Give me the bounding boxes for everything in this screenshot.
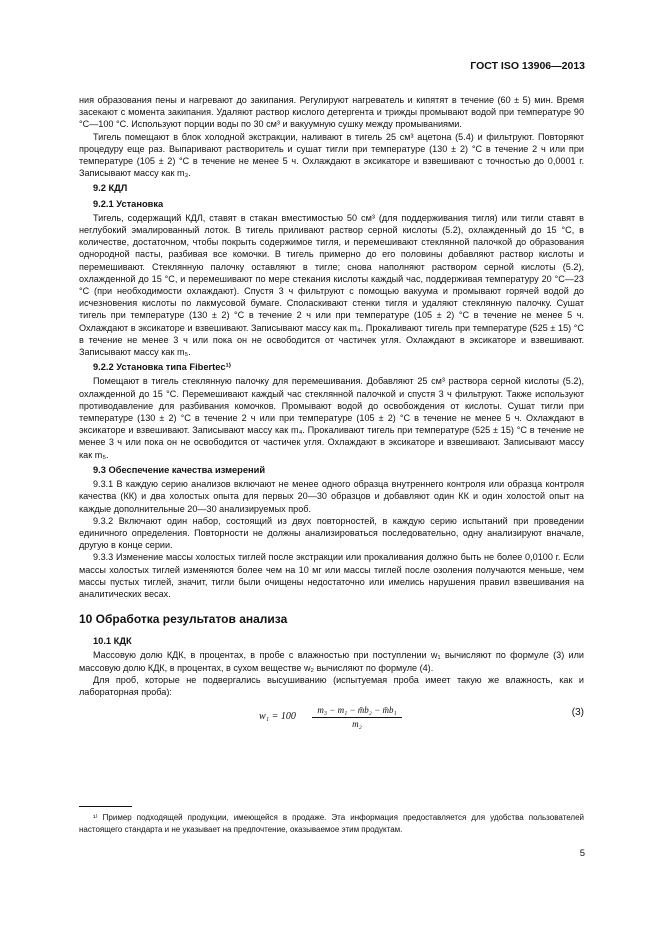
formula-numerator: m₃ − m₁ − m̄b₂ − m̄b₁ [312,704,402,718]
formula-number: (3) [571,707,584,719]
formula-left-side: w₁ = 100 [259,711,296,723]
section-heading-9-2-1: 9.2.1 Установка [93,198,164,209]
footnote: ¹⁾ Пример подходящей продукции, имеющейся в продаже. Эта информация предоставляется для удобства пользователей настоящего стандарта и не указывает на предпочтение, оказываемое этим продуктам. [79,813,584,834]
page-header-standard: ГОСТ ISO 13906—2013 [470,60,585,72]
section-heading-9-2: 9.2 КДЛ [93,183,128,194]
footnote-separator [79,806,132,807]
section-heading-10: 10 Обработка результатов анализа [79,612,288,627]
paragraph-fibertec-procedure: Помещают в тигель стеклянную палочку для перемешивания. Добавляют 25 см³ раствора серной кислоты (5.2), охлажденной до 15 °С. Перемешивают каждый час стеклянной палочкой и спустя 3 ч фильтруют. Также используют противодавление для разбивания комочков. Промывают водой до освобождения от кислоты. Сушат тигли при температуре (130 ± 2) °С в течение 2 ч или при температуре (105 ± 2) °С в течение не менее 5 ч. Охлаждают в эксикаторе и взвешивают. Записывают массу как m₄. Прокаливают тигель при температуре (525 ± 15) °С в течение не менее 3 ч или пока он не освободится от частичек угля. Охлаждают в эксикаторе и взвешивают. Записывают массу как m₅. [79,376,584,460]
section-heading-9-2-2: 9.2.2 Установка типа Fibertec¹⁾ [93,362,231,373]
paragraph-9-3-3: 9.3.3 Изменение массы холостых тиглей после экстракции или прокаливания должно быть не более 0,0100 г. Если массы холостых тиглей изменяются более чем на 10 мг или массы тиглей после озоления получаются меньше, чем массы пустых тиглей, значит, тигли были очищены недостаточно или имелись нарушения правил взвешивания на аналитических весах. [79,552,584,599]
formula-fraction [312,704,402,730]
section-heading-10-1: 10.1 КДК [93,636,132,647]
paragraph-kdk-intro: Массовую долю КДК, в процентах, в пробе с влажностью при поступлении w₁ вычисляют по формуле (3) или массовую долю КДК, в процентах, в сухом веществе w₂ вычисляют по формуле (4). [79,650,584,673]
section-heading-9-3: 9.3 Обеспечение качества измерений [93,464,266,475]
page-number: 5 [579,848,585,859]
formula-3 [79,704,584,738]
paragraph-acetone-extraction: Тигель помещают в блок холодной экстракции, наливают в тигель 25 см³ ацетона (5.4) и фильтруют. Повторяют процедуру еще раз. Выпаривают растворитель и сушат тигли при температуре (130 ± 2) °С в течение 2 ч или при температуре (105 ± 2) °С в течение не менее 5 ч. Охлаждают в эксикаторе и взвешивают с точностью до 0,0001 г. Записывают массу как m₃. [79,131,584,179]
formula-denominator: m₂ [352,719,362,730]
paragraph-kdl-procedure: Тигель, содержащий КДЛ, ставят в стакан вместимостью 50 см³ (для поддерживания тигля) или тигли ставят в неглубокий эмалированный лоток. В тигель приливают раствор серной кислоты (5.2), охлажденный до 15 °С, в количестве, достаточном, чтобы покрыть содержимое тигля, и перемешивают стеклянной палочкой до образования однородной пасты, разбивая все комочки. В тигель примерно до его половины добавляют раствор кислоты и перемешивают. Стеклянную палочку оставляют в тигле; снова наполняют раствором серной кислоты (5.2), охлажденной до 15 °С, и перемешивают по мере стекания кислоты каждый час, поддерживая температуру 20 °С—23 °С (при необходимости охлаждают). Спустя 3 ч фильтруют с помощью вакуума и промывают горячей водой до исчезновения кислоты по лакмусовой бумаге. Споласкивают стенки тигля и удаляют стеклянную палочку. Сушат тигель при температуре (130 ± 2) °С в течение 2 ч или при температуре (105 ± 2) °С в течение не менее 5 ч. Охлаждают в эксикаторе и взвешивают. Записывают массу как m₄. Прокаливают тигель при температуре (525 ± 15) °С в течение не менее 3 ч или пока он не освободится от частичек угля. Охлаждают в эксикаторе и взвешивают. Записывают массу как m₅. [79,212,584,358]
paragraph-9-3-2: 9.3.2 Включают один набор, состоящий из двух повторностей, в каждую серию испытаний при проведении единичного определения. Повторности не должны анализироваться последовательно, одну анализируют вначале, другую в конце серии. [79,515,584,551]
paragraph-continuation: ния образования пены и нагревают до закипания. Регулируют нагреватель и кипятят в течение (60 ± 5) мин. Время засекают с момента закипания. Удаляют раствор кислого детергента и трижды промывают водой при температуре 90 °С—100 °С. Используют порции воды по 30 см³ и вакуумную сушку между промываниями. [79,95,584,130]
document-body [79,94,584,738]
paragraph-9-3-1: 9.3.1 В каждую серию анализов включают не менее одного образца внутреннего контроля или образца контроля качества (КК) и два холостых опыта для первых 20—30 образцов и добавляют один КК и один холостой опыт на каждые дополнительные 20—30 анализируемых проб. [79,479,584,514]
paragraph-kdk-samples: Для проб, которые не подвергались высушиванию (испытуемая проба имеет такую же влажность, как и лабораторная проба): [79,674,584,697]
